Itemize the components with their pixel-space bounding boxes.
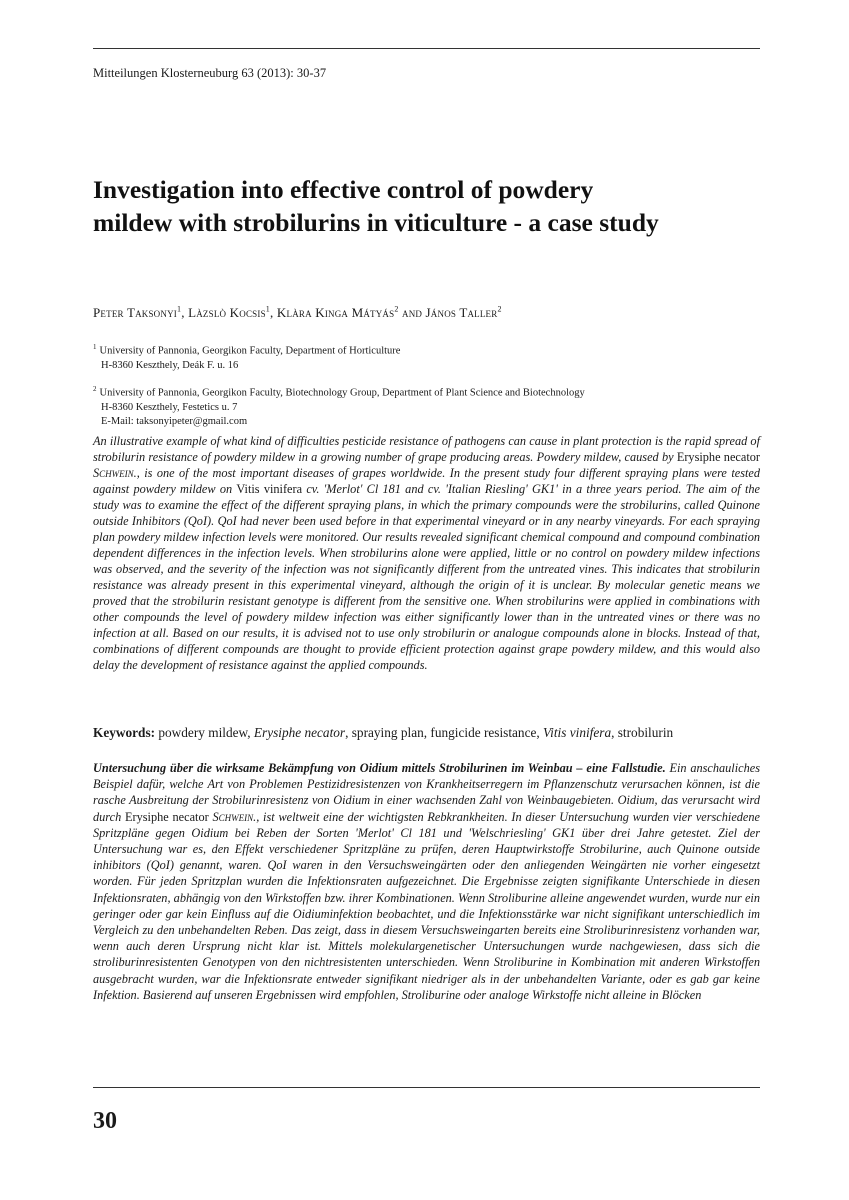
contact-email: E-Mail: taksonyipeter@gmail.com	[101, 415, 248, 427]
top-rule	[93, 48, 760, 49]
article-title	[93, 173, 773, 239]
german-title: Untersuchung über die wirksame Bekämpfung von Oidium mittels Strobilurinen im Weinbau – eine Fallstudie.	[93, 761, 666, 775]
keywords: Keywords: powdery mildew, Erysiphe necator, spraying plan, fungicide resistance, Vitis vinifera, strobilurin	[93, 725, 674, 740]
affiliation-1: $^1$ University of Pannonia, Georgikon Faculty, Department of Horticulture H-8360 Keszthely, Deák F. u. 16	[93, 343, 401, 371]
abstract: An illustrative example of what kind of difficulties pesticide resistance of pathogens can cause in plant protection is the rapid spread of strobilurin resistance of powdery mildew in a growing number of grape producing areas. Powdery mildew, caused by Erysiphe necator Schwein., is one of the most important diseases of grapes worldwide. In the present study four different spraying plans were tested against powdery mildew on Vitis vinifera cv. 'Merlot' Cl 181 and cv. 'Italian Riesling' GK1' in a three years period. The aim of the study was to examine the effect of the different spraying plans, in which the primary compounds were the strobilurins, called Quinone outside Inhibitors (QoI). QoI had never been used before in that experimental vineyard or in any nearby vineyards. For each spraying plan powdery mildew infection levels were monitored. Our results revealed significant chemical compound and compound combination dependent differences in the infection levels. When strobilurins alone were applied, little or no control on powdery mildew infections was observed, and the severity of the infection was not significantly different from the untreated vines. This indicates that strobilurin resistance was already present in this experimental vineyard, although the origin of it is unclear. By molecular genetic means we proved that the strobilurin resistant genotype is different from the sensitive one. When strobilurins were applied in combinations with other compounds the level of powdery mildew infection was either significantly lower than in the untreated vines or there was no infection at all. Based on our results, it is advised not to use only strobilurin or analogue compounds alone in blocks. Instead of that, combinations of different compounds are thought to provide efficient protection against grape powdery mildew, and this would also delay the development of resistance against the applied compounds.	[93, 434, 760, 672]
affiliation-2: $^2$ University of Pannonia, Georgikon Faculty, Biotechnology Group, Department of Plant Science and Biotechnology H-8360 Keszthely, Festetics u. 7 E-Mail: taksonyipeter@gmail.com	[93, 385, 585, 427]
bottom-rule	[93, 1087, 760, 1088]
author: János Taller$^2$	[425, 305, 502, 321]
author: Làzslò Kocsis$^1$,	[188, 305, 277, 321]
page-number: 30	[93, 1108, 117, 1134]
author-list	[93, 305, 502, 321]
author: Klàra Kinga Mátyás$^2$ and	[276, 305, 426, 321]
title-line-1: Investigation into effective control of powdery	[93, 175, 594, 204]
german-abstract: Untersuchung über die wirksame Bekämpfung von Oidium mittels Strobilurinen im Weinbau – eine Fallstudie. Ein anschauliches Beispiel dafür, welche Art von Problemen Pestizidresistenzen von Krankheitserregern im Pflanzenschutz verursachen können, ist die rasche Ausbreitung der Strobilurinresistenz von Oidium in einer wachsenden Zahl von Weinbaugebieten. Oidium, das verursacht wird durch Erysiphe necator Schwein., ist weltweit eine der wichtigsten Rebkrankheiten. In dieser Untersuchung wurden vier verschiedene Spritzpläne gegen Oidium bei Reben der Sorten 'Merlot' Cl 181 und 'Welschriesling' GK1 über drei Jahre getestet. Ziel der Untersuchung war es, den Effekt verschiedener Spritzpläne zu prüfen, deren Hauptwirkstoffe Strobilurine, auch Quinone outside inhibitors (QoI) genannt, waren. QoI waren in den Versuchsweingärten oder den anliegenden Weingärten nie vorher eingesetzt worden. Für jeden Spritzplan wurden die Infektionsraten aufgezeichnet. Die Ergebnisse zeigten signifikante Unterschiede in diesen Infektionsraten, abhängig von den Wirkstoffen bzw. ihrer Kombinationen. Wenn Stroliburine alleine angewendet wurden, wurde nur ein geringer oder gar kein Einfluss auf die Oidiuminfektion beobachtet, und die Infektionsstärke war nicht signifikant unterschiedlich im Vergleich zu den unbehandelten Reben. Das zeigt, dass in diesem Versuchsweingarten bereits eine Stroliburinresistenz vorhanden war, wenn auch deren Ursprung nicht klar ist. Mittels molekulargenetischer Untersuchungen wurde nachgewiesen, dass sich die stroliburinresistenten Genotypen von den nichtresistenten unterschieden. Wenn Stroliburine in Kombination mit anderen Wirkstoffen ausgebracht wurden, war die Infektionsrate entweder signifikant niedriger als in der unbehandelten Variante, oder es gab gar keine Infektion. Basierend auf unseren Ergebnissen wird empfohlen, Stroliburine oder analoge Wirkstoffe nicht alleine in Blöcken	[93, 761, 760, 1002]
author: Peter Taksonyi$^1$,	[93, 305, 189, 321]
title-line-2: mildew with strobilurins in viticulture - a case study	[93, 208, 659, 237]
running-header: Mitteilungen Klosterneuburg 63 (2013): 30-37	[93, 66, 327, 80]
